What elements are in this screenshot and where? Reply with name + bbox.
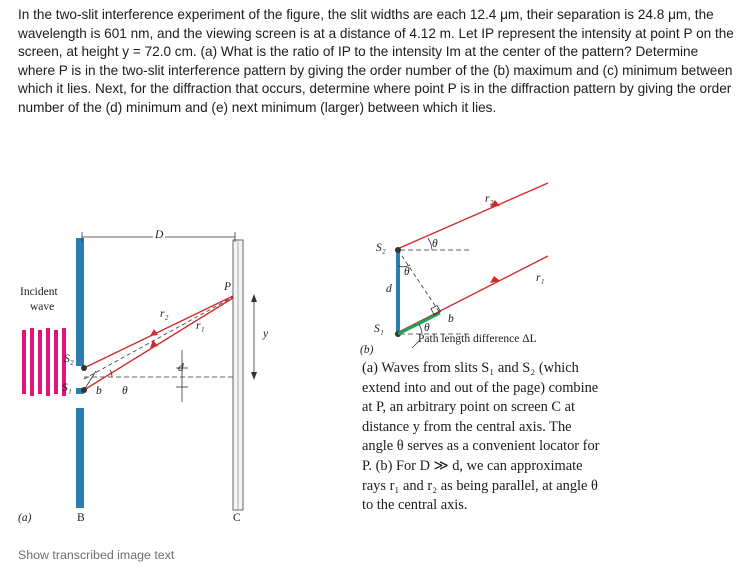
ray-r2-label: r₂	[160, 308, 169, 320]
width-b-label: b	[96, 385, 102, 397]
barrier-label: B	[77, 512, 85, 524]
height-y-label: y	[263, 328, 269, 340]
screen-label: C	[233, 512, 241, 524]
ray-r1-label: r₁	[196, 320, 205, 332]
angle-theta-label: θ	[122, 385, 128, 397]
right-theta-top-label: θ	[432, 238, 438, 250]
panel-b-label: (b)	[360, 344, 374, 356]
right-r1-label: r₁	[536, 272, 545, 284]
right-s1-label: S₁	[374, 323, 384, 335]
question-text: In the two-slit interference experiment of the figure, the slit widths are each 12.4 μm, their separation is 24.8 μm, the wavelength is 601 nm, and the viewing screen is at a distance of 4.12 m. Let IP represent the intensity at point P on the screen, at height y = 72.0 cm. (a) What is the ratio of IP to the intensity Im at the center of the pattern? Determine where P is in the two-slit interference pattern by giving the order number of the (b) maximum and (c) minimum between which it lies. Next, for the diffraction that occurs, determine where point P is in the diffraction pattern by giving the order number of the (d) minimum and (e) next minimum (larger) between which it lies.	[18, 7, 734, 115]
show-transcribed-link[interactable]: Show transcribed image text	[18, 548, 175, 562]
right-theta-mid-label: θ	[404, 266, 410, 278]
slit-s2-label: S₂	[64, 353, 74, 365]
incident-wave-label: Incident	[20, 286, 58, 298]
right-b-label: b	[448, 313, 454, 325]
figure-caption: (a) Waves from slits S₁ and S₂ (which extend into and out of the page) combine at P, an arbitrary point on screen C at distance y from the central axis. The angle θ serves as a convenient locator for P. (b) For D ≫ d, we can approximate rays r₁ and r₂ as being parallel, at angle θ to the central axis.	[362, 360, 600, 514]
distance-d-label: D	[155, 229, 164, 241]
right-r2-label: r₂	[485, 193, 494, 205]
point-p-label: P	[224, 281, 232, 293]
right-d-label: d	[386, 283, 392, 295]
panel-a-label: (a)	[18, 512, 32, 524]
incident-wave-label-2: wave	[30, 301, 55, 313]
right-s2-label: S₂	[376, 242, 386, 254]
slit-s1-label: S₁	[62, 382, 72, 394]
incident-wave-fronts	[22, 328, 66, 396]
path-difference-label: Path length difference ΔL	[418, 333, 537, 345]
right-theta-bottom-label: θ	[424, 322, 430, 334]
separation-d-label: d	[178, 362, 184, 374]
